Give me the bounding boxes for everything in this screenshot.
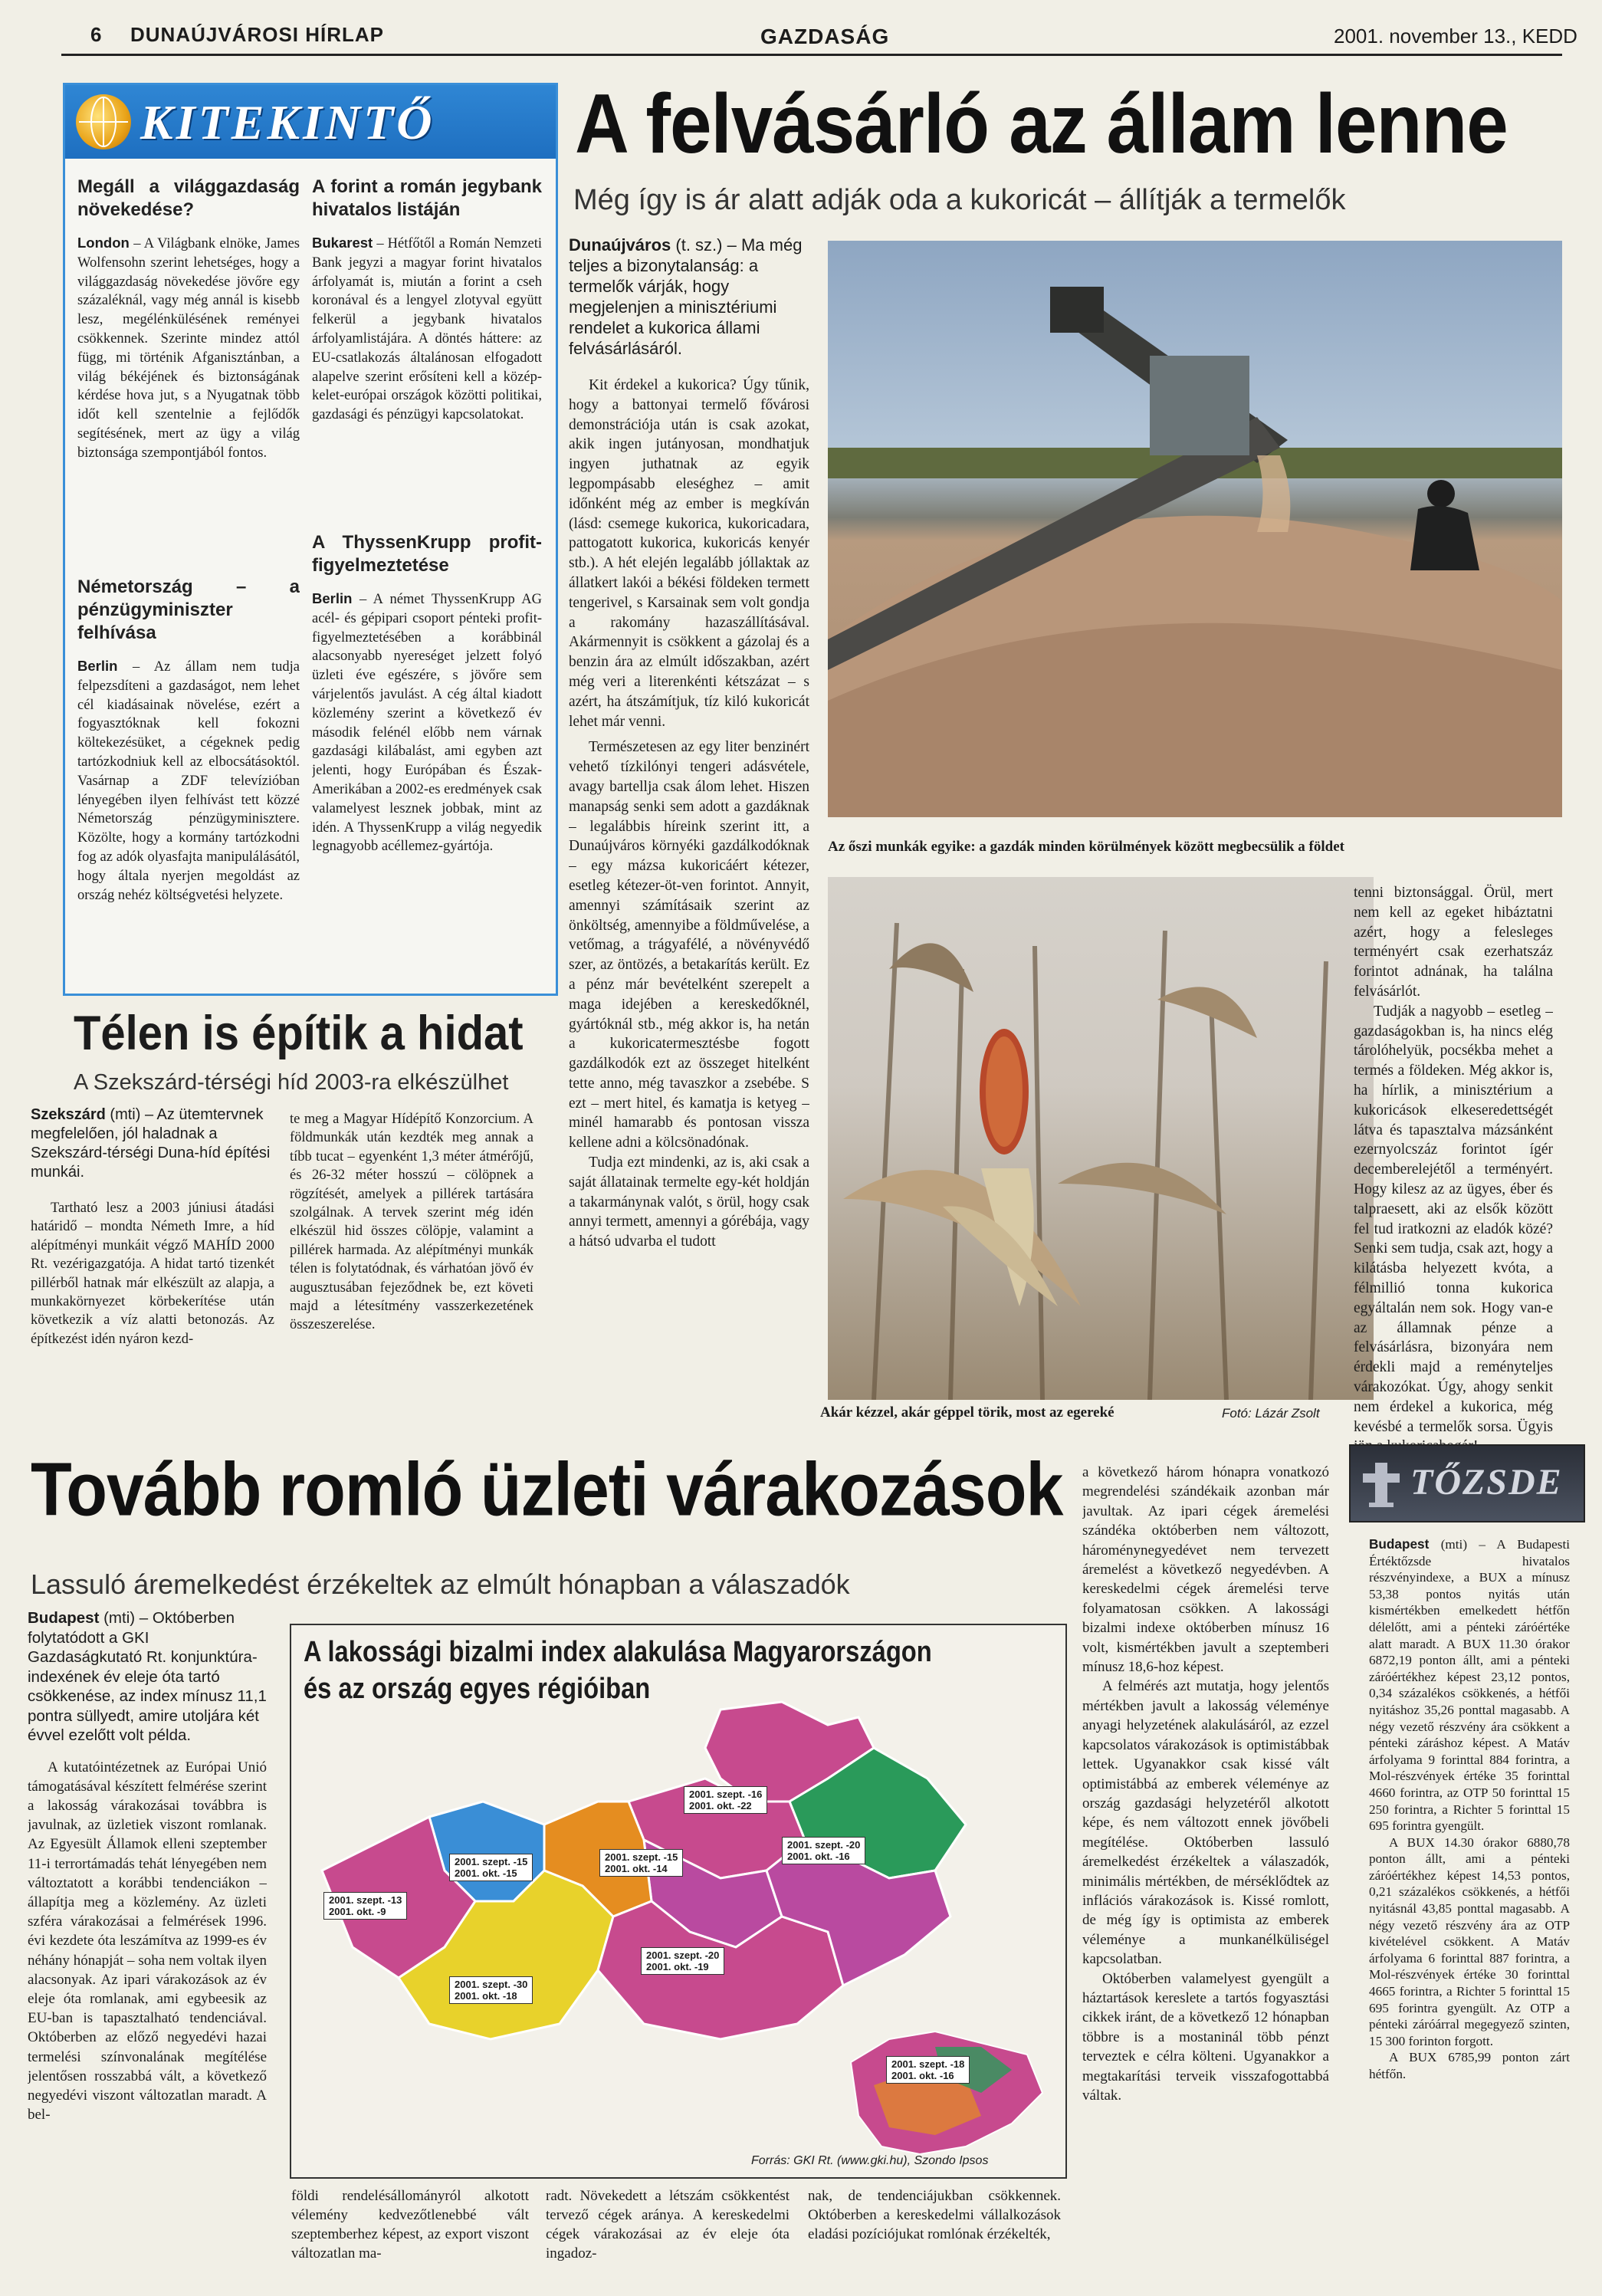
main-col-1 xyxy=(569,235,809,1252)
bridge-lead-dateline: Szekszárd xyxy=(31,1106,106,1123)
kitekinto-item-4-text: – A német ThyssenKrupp AG acél- és gépipari csoport pénteki profit-figyelmeztetésében a korábbinál alacsonyabb nyereséget jelzett folyó üzleti éve egészére, s jövőre sem várjelentős javulást. A cég által kiadott közlemény szerint a következő év második felénél előbb nem várnak gazdasági kilábalást, ami egyben azt jelenti, hogy Európában és Észak-Amerikában a 2002-es eredmények csak valamelyest lesznek jobbak, mint az idén. A ThyssenKrupp a világ negyedik legnagyobb acéllemez-gyártója. xyxy=(312,592,542,855)
bull-icon xyxy=(1358,1458,1404,1509)
business-right-p3: Októberben valamelyest gyengült a háztartások kereslete a tartós fogyasztási cikkek iránt, de a következő 12 hónapban többre is a mostaninál több pénzt terveztek e célra költeni. Ugyanakkor a megtakarítási terveik visszafogottabbá váltak. xyxy=(1082,1970,1329,2104)
kitekinto-item-1-title: Megáll a világgazdaság növekedése? xyxy=(77,176,300,220)
corn-photo-caption: Akár kézzel, akár géppel törik, most az egereké xyxy=(820,1404,1115,1421)
kitekinto-item-2-title: Németország – a pénzügyminiszter felhívása xyxy=(77,576,300,643)
main-headline: A felvásárló az állam lenne xyxy=(575,76,1508,171)
map-label-6: 2001. szept. -30 2001. okt. -18 xyxy=(449,1976,533,2004)
map-label-5: 2001. szept. -13 2001. okt. -9 xyxy=(323,1892,407,1920)
business-subtitle: Lassuló áremelkedést érzékeltek az elmúlt hónapban a válaszadók xyxy=(31,1568,850,1600)
kitekinto-item-4-title: A ThyssenKrupp profit-figyelmeztetése xyxy=(312,532,542,576)
bridge-headline: Télen is építik a hidat xyxy=(74,1007,524,1061)
main-col-3-p2: Tudják a nagyobb – esetleg – gazdaságokban is, ha nincs elég tárolóhelyük, pocsékba mehet a termés a földeken. Még akkor is, ha hírlik, a minisztérium a kukoricások elkeseredettségét látva és tapasztalva mázsánként ezernyolcszáz forintot ígér decemberelejétől a terményért. Hogy kilesz az az ügyes, éber és talpraesett, aki az elsők között fel tud iratkozni az eladók közé? Senki sem tudja, csak azt, hogy a kilátásba helyezett kvóta, a félmillió tonna kukorica egyáltalán nem sok. Hogy van-e az államnak pénze a felvásárlásra, bizonyára nem érdekli majd a reményteljes várakozókat. Úgy, ahogy senkit nem érdekel a kukorica, még kevésbé a termelők sorsa. Ügyis xyxy=(1354,1003,1553,1435)
tozsde-text: (mti) – A Budapesti Értéktőzsde hivatalos részvényindexe, a BUX a mínusz 53,38 pontos nyitás után kismértékben emelkedett hétfőn délelőtt, ami a pénteki záróértéke alatt maradt. A BUX 11.30 órakor 6872,19 ponton állt, ami a pénteki záróértékhez képest 23,12 pontos, 0,34 százalékos csökkenés, a hétfői nyitáshoz 35,26 ponttal magasabb. A négy vezető részvény ára csökkent a pénteki záráshoz képest. A Matáv árfolyama 9 forinttal 884 forintra, a Mol-részvények értéke 35 forinttal 4660 forintra, az OTP 50 forinttal 15 250 forintra, a Richter 5 forinttal 15 695 forintra gyengült. xyxy=(1369,1537,1570,1834)
tozsde-text-3: A BUX 6785,99 ponton zárt hétfőn. xyxy=(1369,2050,1570,2081)
tozsde-banner xyxy=(1349,1444,1585,1522)
map-label-1: 2001. szept. -16 2001. okt. -22 xyxy=(684,1786,767,1814)
tozsde-text-2: A BUX 14.30 órakor 6880,78 ponton állt, ami a pénteki záróértékhez képest 14,53 pontos, 0,21 százalékos csökkenés, a hétfői nyitásnál 43,85 ponttal magasabb. A négy vezető részvény ára az OTP kivételével csökkent. A Matáv árfolyama 6 forinttal 887 forintra, a Mol-részvények értéke 30 forinttal 4665 forintra, a Richter 5 forinttal 15 695 forintra gyengült. Az OTP a pénteki záróárral megegyező szinten, 15 300 forinton forgott. xyxy=(1369,1835,1570,2048)
kitekinto-item-4-dateline: Berlin xyxy=(312,590,353,606)
paper-name: DUNAÚJVÁROSI HÍRLAP xyxy=(130,23,385,46)
map-box xyxy=(290,1624,1067,2179)
main-col-1-p3: Tudja ezt mindenki, az is, aki csak a saját állatainak termelte egy-két holdján a takarmánynak valót, s örül, hogy csak annyi termett, amennyi a górébája, vagy a hátsó udvarba el tudott xyxy=(569,1155,809,1250)
kitekinto-item-1 xyxy=(77,176,300,463)
business-right-p1: a következő három hónapra vonatkozó megrendelési szándékaik azonban már javultak. Az ipari cégek áremelési szándéka októberben nem változott, hároménynegyedévet nem tervezett áremelést a következő negyedévben. A kereskedelmi cégek áremelési terve folyamatosan csökken. A lakossági bizalmi indexe októberben mínusz 16 volt, kismértékben javult a szeptemberi mínusz 18,6-hoz képest. xyxy=(1082,1464,1329,1676)
bridge-col-2-p1: te meg a Magyar Hídépítő Konzorcium. A földmunkák után kezdték meg annak a tíbb tucat – egyenként 1,3 méter átmérőjű, és 26-32 méter hosszú – cölöpnek a rögzítését, amelyek a pillérek tartására szolgálnak. A tervek szerint még idén elkészül hid összes cölöpje, valamint a pillérek harmada. Az alépítményi munkák télen is folytatódnak, és várhatóan jövő év augusztusában fejeződnek be, ezt követi majd a létesítmény vasszerkezetének összeszerelése. xyxy=(290,1112,533,1333)
globe-icon xyxy=(76,94,131,149)
kitekinto-item-1-text: – A Világbank elnöke, James Wolfensohn szerint lehetséges, hogy a világgazdaság növekedése jövőre egy százaléknál, vagy még annál is kisebb lesz, megélénkülésének reményei csökkennek. Szerinte mindez attól függ, mi történik Afganisztánban, a világ békéjének és biztonságának kérdése hova jut, s a Nyugatnak több időt kell szentelnie a fejlődők segítésének, mert az ügy a világ biztonsága szempontjából fontos. xyxy=(77,236,300,461)
map-label-7: 2001. szept. -20 2001. okt. -19 xyxy=(641,1947,724,1975)
harvest-photo xyxy=(828,241,1562,817)
business-lead-text: (mti) – Októberben folytatódott a GKI Gazdaságkutató Rt. konjunktúra-indexének év eleje óta tartó csökkenése, az index mínusz 11,1 pontra süllyedt, amire utoljára két évvel ezelőtt volt példa. xyxy=(28,1609,267,1744)
kitekinto-banner xyxy=(65,85,556,159)
map-label-8: 2001. szept. -18 2001. okt. -16 xyxy=(886,2056,970,2084)
business-lead-dateline: Budapest xyxy=(28,1609,100,1627)
map-label-4: 2001. szept. -20 2001. okt. -16 xyxy=(782,1837,865,1864)
kitekinto-item-3-dateline: Bukarest xyxy=(312,235,373,251)
corn-photo-credit: Fotó: Lázár Zsolt xyxy=(1222,1406,1320,1421)
main-col-1-p2: Természetesen az egy liter benzinért vehető tízkilónyi tengeri adásvétele, avagy bartellja csak álom lehet. Hiszen manapság senki sem adott a gazdáknak – legalábbis híreink szerint itt, a Dunaújváros környéki gazdálkodóknak – egy mázsa kukoricáért kétezer, esetleg kétezer-öt-ven forintot. Annyit, amennyi számításaik szerint az önköltség, amennyibe a földművelése, a vetőmag, a trágyafélé, a növényvédő szer, az öntözés, a betakarítás került. Ez a pénz már bevételként szerepelt a maga idejében a kereskedőknél, gyártóknál stb., még akkor is, ha netán a kukoricatermesztésbe fogott gazdálkodók ezt az összeget hitelként tette anno, még tavaszkor a zsebébe. S ezt – mert hitel, és kamatja is ketyeg – minél hamarabb és pontosan vissza kellene adni a kölcsönadónak. xyxy=(569,739,809,1151)
business-right-p2: A felmérés azt mutatja, hogy jelentős mértékben javult a lakosság véleménye anyagi helyzetének alakulásáról, az ezzel kapcsolatos várakozások is optimistábbak lettek. Ugyanakkor csak kissé vált optimistábbá az emberek véleménye az ország gazdasági helyzetéről alkotott képe, és nem változott ennek jövőbeli megítélése. Októberben lassuló áremelkedést érzékeltek a válaszadók, minimális mértékben, de mérséklődtek az inflációs várakozások is. Kissé romlott, de még így is optimista az emberek véleménye a munkanélküliségel kapcsolatban. xyxy=(1082,1678,1329,1968)
bridge-col-1-p1: Tartható lesz a 2003 júniusi átadási határidő – mondta Németh Imre, a híd alépítményi munkáit végző MAHÍD 2000 Rt. vezérigazgatója. A hidat tartó tizenkét pillérből hatnak már elkészült az alapja, a munkakörnyezet körbekerítése után következik a víz alatti betonozás. Az építkezést idén nyáron kezd- xyxy=(31,1201,274,1347)
tozsde-dateline: Budapest xyxy=(1369,1536,1430,1552)
issue-date: 2001. november 13., KEDD xyxy=(1334,25,1577,48)
kitekinto-item-3-title: A forint a román jegybank hivatalos listáján xyxy=(312,176,542,220)
map-source: Forrás: GKI Rt. (www.gki.hu), Szondo Ipsos xyxy=(751,2154,989,2167)
tozsde-title: TŐZSDE xyxy=(1410,1462,1563,1503)
business-bottom-3: nak, de tendenciájukban csökkennek. Októberben a kereskedelmi vállalkozások eladási pozíciójukat romlónak érzékelték, xyxy=(808,2188,1061,2242)
business-col-right xyxy=(1082,1463,1329,2105)
masthead-rule xyxy=(61,54,1562,56)
kitekinto-item-3-text: – Hétfőtől a Román Nemzeti Bank jegyzi a magyar forint hivatalos árfolyamát is, miután a forint a cseh koronával és a lengyel zlotyval együtt felkerül a jegybank hivatalos árfolyamlistájára. A döntés háttere: az EU-csatlakozás általánosan elfogadott alapelve szerint erősíteni kell a közép-kelet-európai országok közötti politikai, gazdasági és pénzügyi kapcsolatokat. xyxy=(312,236,542,423)
main-col-3 xyxy=(1354,883,1553,1457)
map-title-line-1: A lakossági bizalmi index alakulása Magyarországon xyxy=(304,1636,932,1668)
map-label-2: 2001. szept. -15 2001. okt. -15 xyxy=(449,1854,533,1881)
kitekinto-item-2 xyxy=(77,576,300,905)
kitekinto-title: KITEKINTŐ xyxy=(140,95,435,149)
main-lead-dateline: Dunaújváros xyxy=(569,235,671,255)
bridge-subtitle: A Szekszárd-térségi híd 2003-ra elkészülhet xyxy=(74,1070,509,1095)
kitekinto-box xyxy=(63,83,558,996)
hungary-map xyxy=(291,1625,1065,2177)
kitekinto-item-3 xyxy=(312,176,542,425)
bridge-lead-text: (mti) – Az ütemtervnek megfelelően, jól haladnak a Szekszárd-térségi Duna-híd építési munkái. xyxy=(31,1106,271,1181)
main-subtitle: Még így is ár alatt adják oda a kukoricát – állítják a termelők xyxy=(573,184,1346,216)
business-col-1 xyxy=(28,1608,267,2124)
page-number: 6 xyxy=(90,23,102,46)
tozsde-box xyxy=(1349,1444,1584,2272)
map-label-3: 2001. szept. -15 2001. okt. -14 xyxy=(599,1849,683,1877)
business-headline: Tovább romló üzleti várakozások xyxy=(31,1447,1063,1532)
business-bottom-1: földi rendelésállományról alkotott vélemény kedvezőtlenebbé vált szeptemberhez képest, az export viszont változatlan ma- xyxy=(291,2188,529,2262)
harvest-photo-caption: Az őszi munkák egyike: a gazdák minden körülmények között megbecsülik a földet xyxy=(828,839,1344,855)
business-col-1-p1: A kutatóintézetnek az Európai Unió támogatásával készített felmérése szerint a lakosság várakozásai továbbra is javulnak, az üzletiek viszont romlanak. Az Egyesült Államok elleni szeptember 11-i terrortámadás tehát lényegében nem változtatott a korábbi tendenciákon – állapítja meg a közlemény. Az üzleti szféra várakozásai a felmérések 1996. évi kezdete óta leszámítva az 1999-es év néhány hónapját – soha nem voltak ilyen alacsonyak. Az ipari várakozások az év eleje óta romlanak, ami egybeesik az EU-ban is tapasztalható tendenciával. Októberben az előző negyedévi hazai termelési színvonalának megítélése jelentősen rosszabbá vált, a következő negyedévi viszont változatlan maradt. A bel- xyxy=(28,1759,267,2124)
kitekinto-item-2-dateline: Berlin xyxy=(77,658,118,674)
tozsde-body xyxy=(1369,1536,1570,2083)
kitekinto-item-4 xyxy=(312,531,542,856)
map-title-line-2: és az ország egyes régióiban xyxy=(304,1673,651,1705)
kitekinto-item-2-text: – Az állam nem tudja felpezsdíteni a gazdaságot, nem lehet cél kiadásainak növelése, ezért a fogyasztóknak kell fokozni költekezésüket, a cégeknek pedig tartózkodniuk kell az elbocsátásoktól. Vasárnap a ZDF televízióban lényegében ilyen felhívást tett közzé Németország pénzügyminisztere. Közölte, hogy a kormány tartózkodni fog az adók olyasfajta manipulálásától, hogy általa nyerjen megoldást az ország nehéz költségvetési helyzete. xyxy=(77,659,300,903)
main-col-1-p1: Kit érdekel a kukorica? Úgy tűnik, hogy a battonyai termelő fővárosi demonstrációja után is csak azokat, akik ingen jutányosan, mondhatjuk ingyen juthatnak az egyik legpompásabb eleséghez – amit időnként még az ember is megkíván (lásd: csemege kukorica, kukoricadara, pattogatott kukorica, kukoricás kenyér stb.). A hét elején legalább jóllaktak az állatkert lakói a békési földeken termett tengerivel, s Karsainak sem volt gondja a rakomány hazaszállításával. Akármennyit is csökkent a gázolaj és a benzin ára az elmúlt időszakban, azért még veri a literenkénti kétszázat – s azért, ha átszámítjuk, tíz kiló kukoricát lehet már venni. xyxy=(569,377,809,730)
corn-photo xyxy=(828,877,1374,1400)
bridge-col-2 xyxy=(290,1110,533,1335)
main-lead-text: (t. sz.) – Ma még teljes a bizonytalanság: a termelők várják, hogy megjelenjen a minisztériumi rendelet a kukorica állami felvásárlásáról. xyxy=(569,235,803,358)
kitekinto-item-1-dateline: London xyxy=(77,235,130,251)
section-name: GAZDASÁG xyxy=(760,25,890,48)
main-col-3-p1: tenni biztonsággal. Örül, mert nem kell az egeket hibáztatni azért, hogy a felesleges terményért csak ezerhatszáz forintot adnának, ha találna felvásárlót. xyxy=(1354,885,1553,1000)
bridge-col-1 xyxy=(31,1105,274,1348)
business-bottom-2: radt. Növekedett a létszám csökkentést tervező cégek aránya. A kereskedelmi cégek várakozásai az év eleje óta ingadoz- xyxy=(546,2188,790,2262)
